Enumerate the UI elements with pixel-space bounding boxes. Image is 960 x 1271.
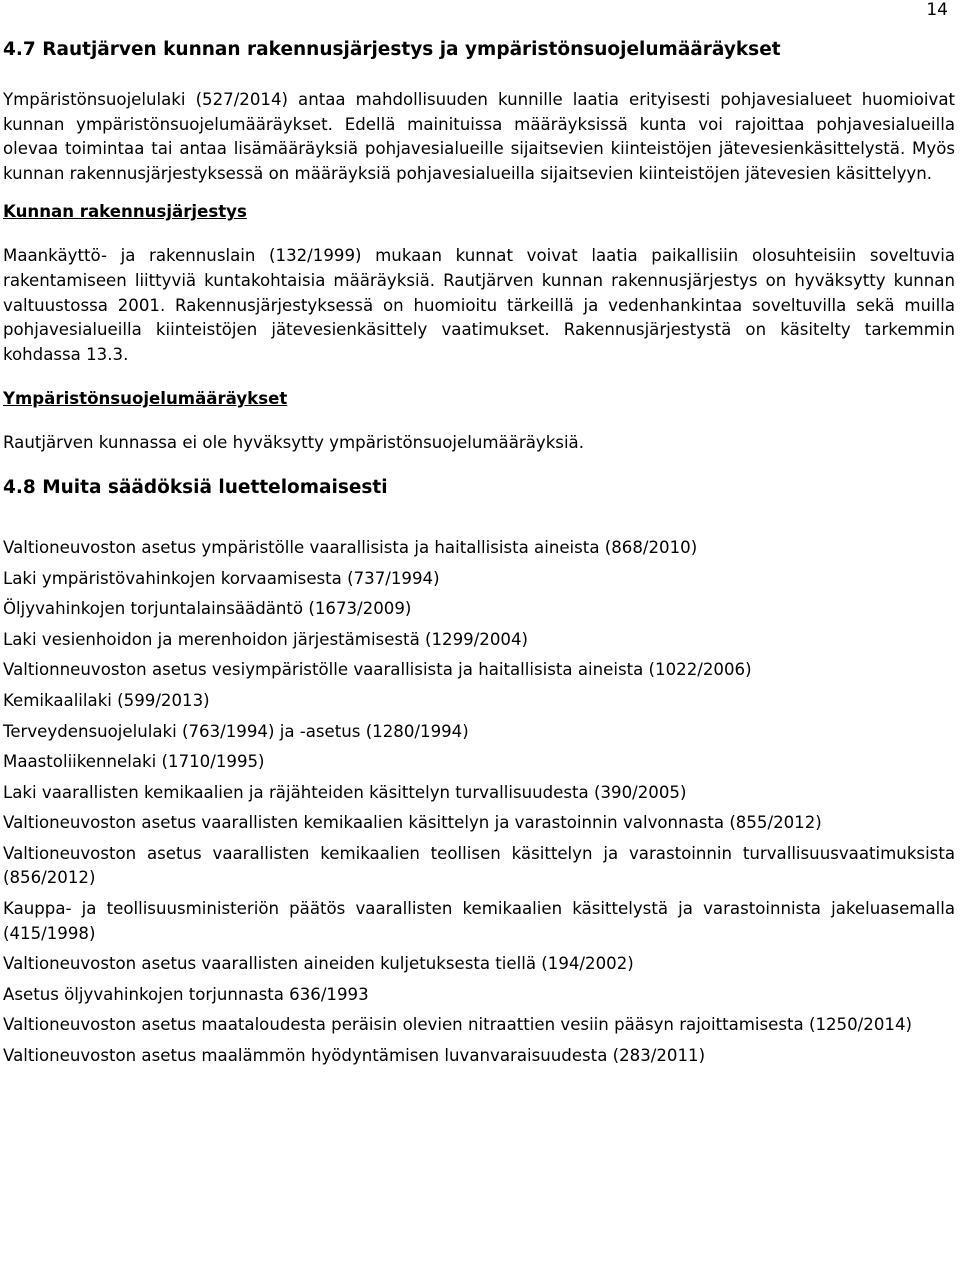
list-item: Kemikaalilaki (599/2013) [3, 690, 210, 710]
list-item: Öljyvahinkojen torjuntalainsäädäntö (1673/2009) [3, 599, 412, 619]
section-4-7-heading: 4.7 Rautjärven kunnan rakennusjärjestys ja ympäristönsuojelumääräykset [3, 39, 781, 60]
list-item: Valtioneuvoston asetus ympäristölle vaarallisista ja haitallisista aineista (868/2010) [3, 537, 698, 557]
section-4-7-intro: Ympäristönsuojelulaki (527/2014) antaa mahdollisuuden kunnille laatia erityisesti pohjavesialueet huomioivat kunnan ympäristönsuojelumääräykset. Edellä mainituissa määräyksissä kunta voi rajoittaa pohjavesialueilla olevaa toimintaa tai antaa lisämääräyksiä pohjavesialueille sijaitsevien kiinteistöjen jätevesienkäsittelystä. Myös kunnan rakennusjärjestyksessä on määräyksiä pohjavesialueilla sijaitsevien kiinteistöjen jätevesien käsittelyyn. [3, 90, 955, 183]
list-item: Terveydensuojelulaki (763/1994) ja -asetus (1280/1994) [3, 721, 469, 741]
list-item: Laki vesienhoidon ja merenhoidon järjestämisestä (1299/2004) [3, 629, 529, 649]
list-item: Kauppa- ja teollisuusministeriön päätös vaarallisten kemikaalien käsittelystä ja varastoinnista jakeluasemalla (415/1998) [3, 899, 955, 943]
list-item: Laki vaarallisten kemikaalien ja räjähteiden käsittelyn turvallisuudesta (390/2005) [3, 782, 687, 802]
list-item: Valtioneuvoston asetus maalämmön hyödyntämisen luvanvaraisuudesta (283/2011) [3, 1046, 706, 1066]
list-item: Valtioneuvoston asetus vaarallisten aineiden kuljetuksesta tiellä (194/2002) [3, 954, 634, 974]
ymparistonsuojelumaaraykset-paragraph: Rautjärven kunnassa ei ole hyväksytty ympäristönsuojelumääräyksiä. [3, 433, 584, 453]
regulation-list [3, 536, 955, 1069]
list-item: Valtioneuvoston asetus vaarallisten kemikaalien käsittelyn ja varastoinnin valvonnasta (855/2012) [3, 813, 822, 833]
rakennusjarjestys-paragraph: Maankäyttö- ja rakennuslain (132/1999) mukaan kunnat voivat laatia paikallisiin olosuhteisiin soveltuvia rakentamiseen liittyviä kuntakohtaisia määräyksiä. Rautjärven kunnan rakennusjärjestys on hyväksytty kunnan valtuustossa 2001. Rakennusjärjestyksessä on huomioitu tärkeillä ja vedenhankintaa soveltuvilla sekä muilla pohjavesialueilla kiinteistöjen jätevesienkäsittely vaatimukset. Rakennusjärjestystä on käsitelty tarkemmin kohdassa 13.3. [3, 246, 955, 364]
document-body [3, 36, 955, 1075]
list-item: Valtionneuvoston asetus vesiympäristölle vaarallisista ja haitallisista aineista (1022/2006) [3, 660, 752, 680]
subheading-ymparistonsuojelumaaraykset: Ympäristönsuojelumääräykset [3, 389, 288, 409]
list-item: Asetus öljyvahinkojen torjunnasta 636/1993 [3, 984, 369, 1004]
list-item: Laki ympäristövahinkojen korvaamisesta (737/1994) [3, 568, 440, 588]
section-4-8-heading: 4.8 Muita säädöksiä luettelomaisesti [3, 476, 388, 498]
list-item: Valtioneuvoston asetus maataloudesta peräisin olevien nitraattien vesiin pääsyn rajoittamisesta (1250/2014) [3, 1015, 912, 1035]
list-item: Valtioneuvoston asetus vaarallisten kemikaalien teollisen käsittelyn ja varastoinnin turvallisuusvaatimuksista (856/2012) [3, 843, 955, 888]
page-number: 14 [926, 0, 948, 20]
subheading-rakennusjarjestys: Kunnan rakennusjärjestys [3, 202, 247, 222]
list-item: Maastoliikennelaki (1710/1995) [3, 752, 265, 772]
